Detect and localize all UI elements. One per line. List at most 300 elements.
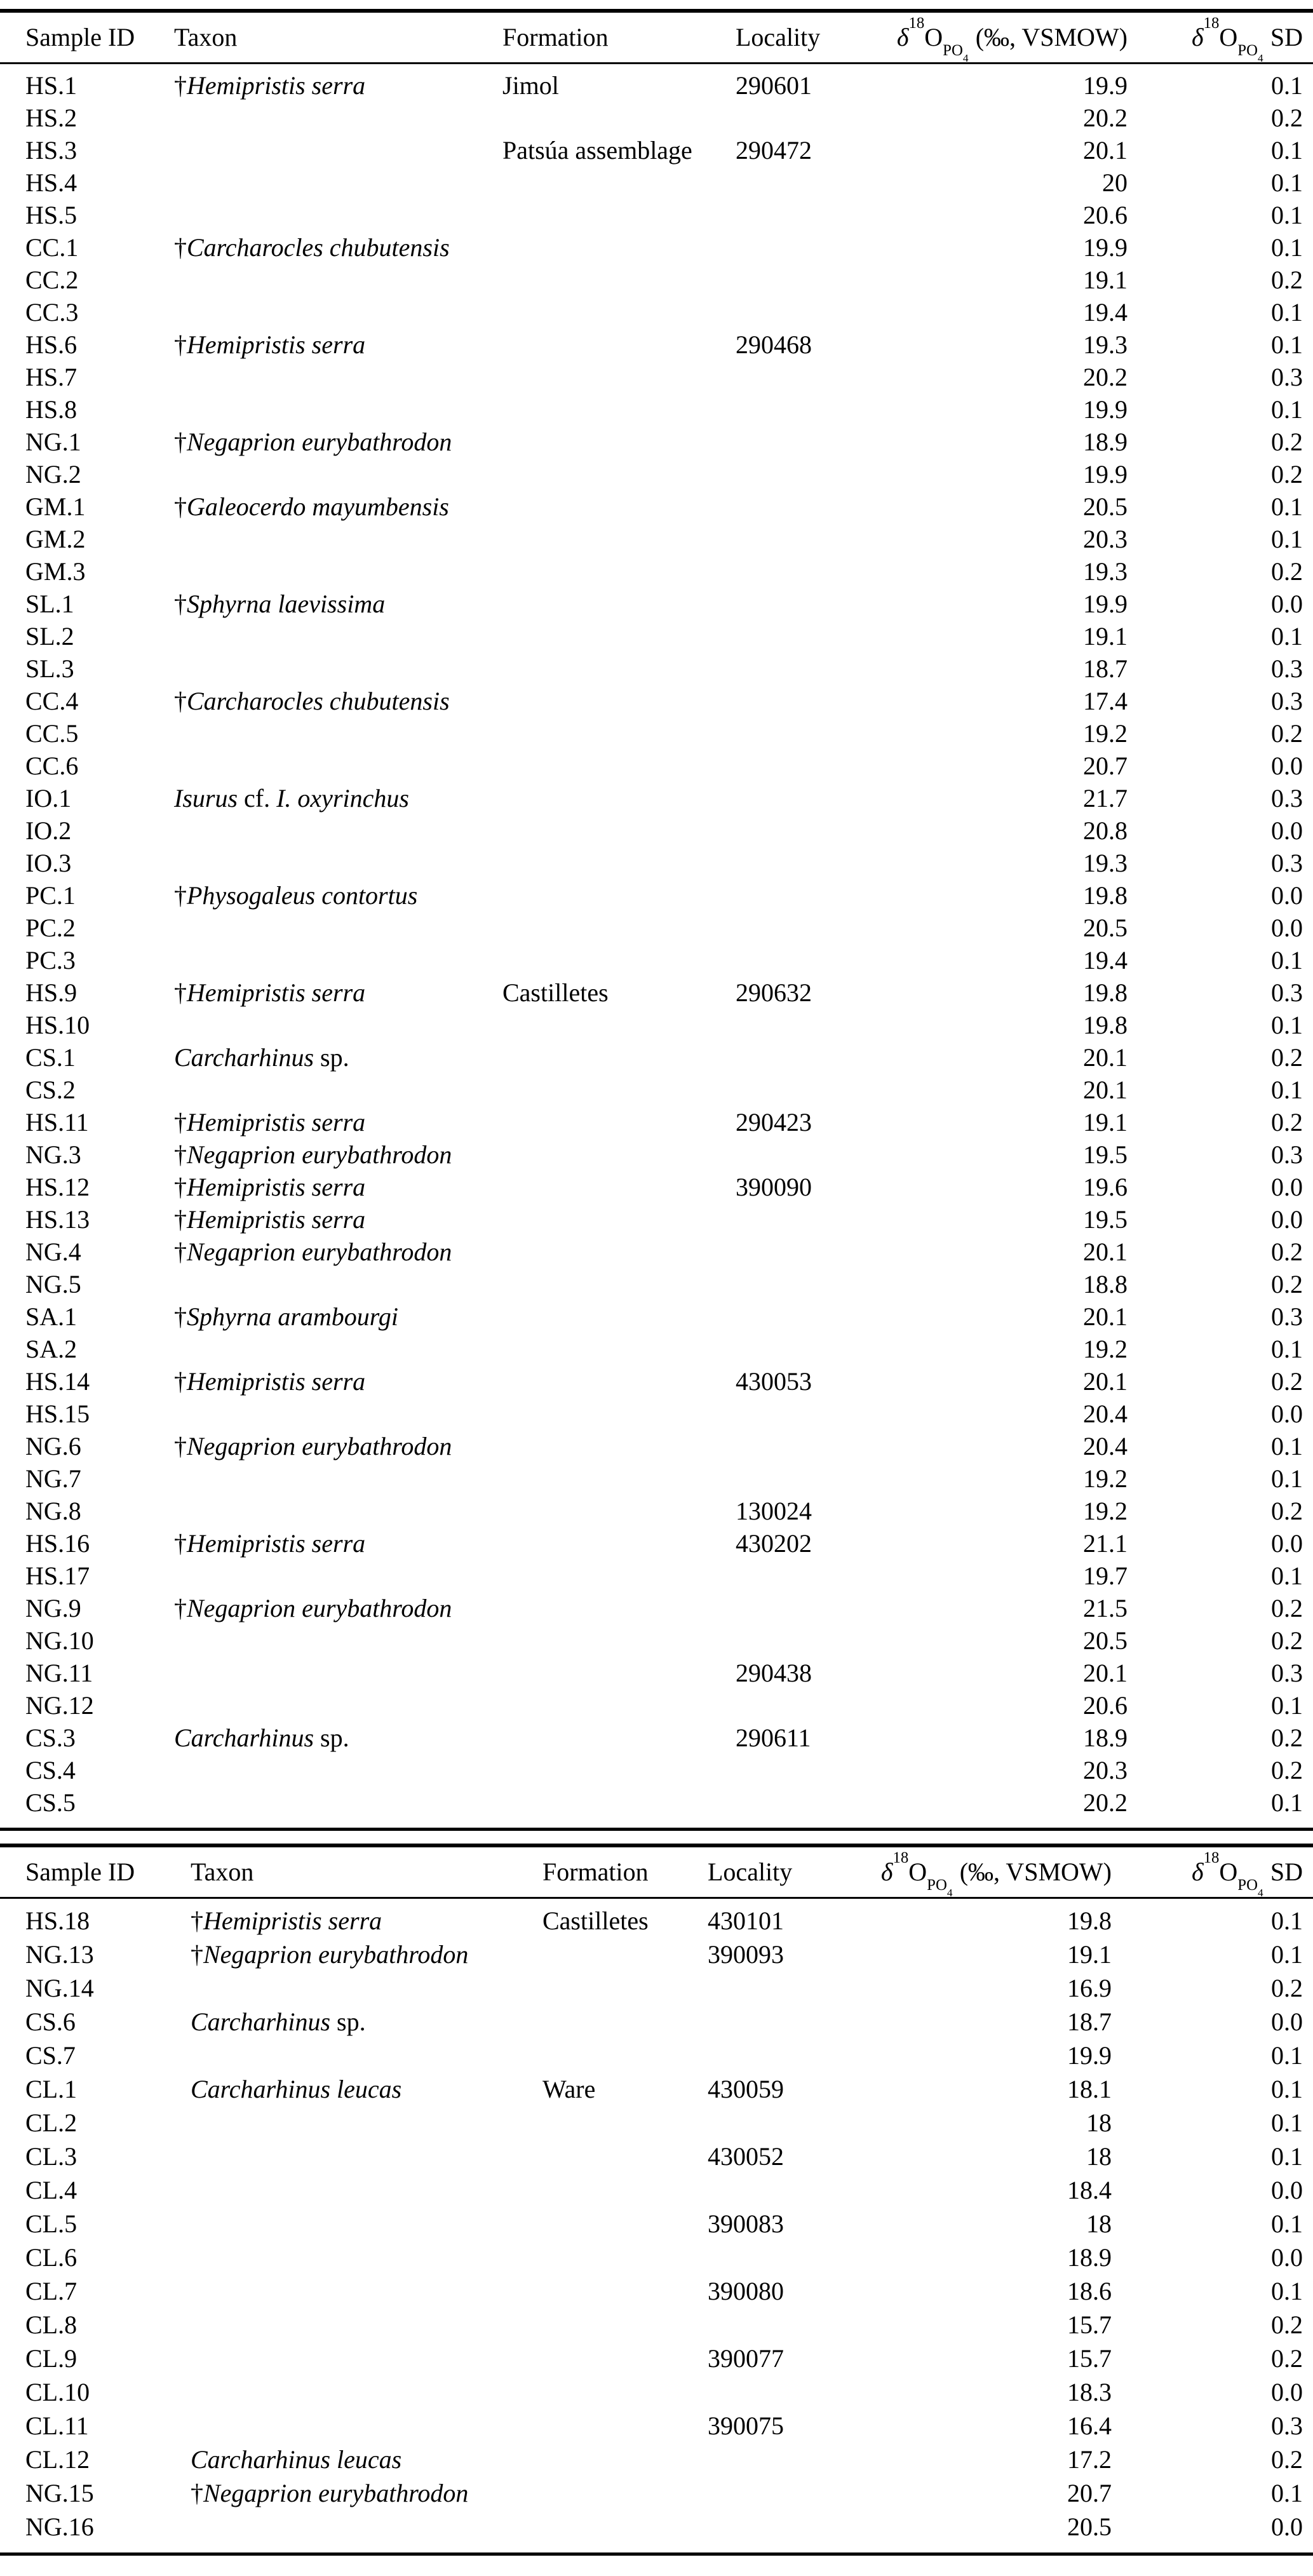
- cell-formation: [502, 1041, 736, 1074]
- extinct-dagger: †: [174, 1237, 187, 1266]
- cell-taxon: [174, 879, 502, 912]
- cell-sample-id: CC.6: [25, 752, 79, 780]
- cell-taxon: [174, 361, 502, 393]
- cell-taxon: [191, 2476, 542, 2510]
- cell-formation: [502, 264, 736, 296]
- cell-locality: 290601: [736, 71, 812, 100]
- cell-formation: [502, 1657, 736, 1689]
- cell-d18o-sd: 0.0: [1271, 1173, 1303, 1201]
- cell-formation: [502, 361, 736, 393]
- table-row: [0, 393, 1313, 426]
- cell-sample-id: CL.3: [25, 2142, 77, 2171]
- cell-taxon: [174, 1786, 502, 1830]
- cell-taxon: [191, 1971, 542, 2005]
- cell-d18o-value: 19.1: [1067, 1940, 1112, 1969]
- table-row: [0, 2241, 1313, 2274]
- cell-d18o-value: 19.2: [1083, 1335, 1128, 1363]
- cell-d18o-sd: 0.2: [1271, 1974, 1303, 2002]
- cell-d18o-sd: 0.2: [1271, 1367, 1303, 1396]
- cell-taxon: [174, 490, 502, 523]
- cell-d18o-sd: 0.3: [1271, 1140, 1303, 1169]
- col-header-sample-id: Sample ID: [0, 11, 174, 64]
- cell-sample-id: HS.4: [25, 168, 77, 197]
- cell-locality: [736, 847, 863, 879]
- cell-taxon: [174, 1171, 502, 1203]
- cell-d18o-sd: 0.0: [1271, 1205, 1303, 1234]
- cell-taxon: [191, 2241, 542, 2274]
- cell-taxon: [191, 2140, 542, 2173]
- cell-locality: [736, 1268, 863, 1300]
- cell-d18o-value: 20.1: [1083, 1659, 1128, 1687]
- table-row: [0, 2173, 1313, 2207]
- cell-sample-id: CC.3: [25, 298, 79, 327]
- cell-d18o-sd: 0.1: [1271, 2041, 1303, 2070]
- table-row: [0, 166, 1313, 199]
- cell-d18o-value: 21.5: [1083, 1594, 1128, 1622]
- cell-sample-id: PC.3: [25, 946, 76, 974]
- table-row: [0, 1722, 1313, 1754]
- cell-formation: [502, 1786, 736, 1830]
- cell-formation: [542, 2106, 708, 2140]
- extinct-dagger: †: [174, 1594, 187, 1622]
- cell-formation: [542, 2274, 708, 2308]
- table-row: [0, 1938, 1313, 1971]
- cell-taxon: [174, 1106, 502, 1138]
- cell-d18o-value: 19.9: [1083, 460, 1128, 489]
- taxon-name: Hemipristis serra: [187, 1108, 366, 1136]
- cell-d18o-value: 18.9: [1083, 428, 1128, 456]
- cell-taxon: [191, 2342, 542, 2375]
- cell-d18o-sd: 0.1: [1271, 2277, 1303, 2305]
- table-row: [0, 1268, 1313, 1300]
- cell-d18o-value: 20.6: [1083, 201, 1128, 229]
- extinct-dagger: †: [174, 687, 187, 715]
- cell-d18o-value: 20.1: [1083, 1076, 1128, 1104]
- table-row: [0, 1398, 1313, 1430]
- cell-locality: [736, 1333, 863, 1365]
- cell-d18o-value: 19.5: [1083, 1205, 1128, 1234]
- cell-locality: [736, 1041, 863, 1074]
- cell-locality: [708, 2005, 829, 2039]
- cell-sample-id: NG.10: [25, 1626, 94, 1655]
- cell-locality: [708, 2106, 829, 2140]
- col-header-formation: Formation: [542, 1845, 708, 1898]
- cell-sample-id: HS.1: [25, 71, 77, 100]
- cell-taxon: [174, 976, 502, 1009]
- cell-d18o-sd: 0.1: [1271, 525, 1303, 553]
- cell-taxon: [174, 1074, 502, 1106]
- cell-formation: [542, 2342, 708, 2375]
- cell-d18o-value: 19.6: [1083, 1173, 1128, 1201]
- cell-taxon: [191, 2173, 542, 2207]
- cell-sample-id: GM.2: [25, 525, 86, 553]
- cell-locality: [736, 879, 863, 912]
- cell-formation: Patsúa assemblage: [502, 136, 692, 165]
- table-row: [0, 2342, 1313, 2375]
- table-row: [0, 1171, 1313, 1203]
- cell-d18o-value: 19.2: [1083, 719, 1128, 748]
- cell-locality: 390093: [708, 1940, 784, 1969]
- table-row: [0, 1971, 1313, 2005]
- table-row: [0, 685, 1313, 717]
- extinct-dagger: †: [174, 1302, 187, 1331]
- cell-locality: 430059: [708, 2075, 784, 2103]
- cell-sample-id: HS.7: [25, 363, 77, 391]
- cell-formation: [502, 750, 736, 782]
- cell-locality: [736, 1398, 863, 1430]
- cell-sample-id: SL.1: [25, 590, 74, 618]
- cell-d18o-sd: 0.2: [1271, 104, 1303, 132]
- cell-sample-id: PC.1: [25, 881, 76, 910]
- cell-formation: [502, 523, 736, 555]
- cell-formation: [542, 2510, 708, 2554]
- cell-d18o-sd: 0.2: [1271, 2310, 1303, 2339]
- cell-taxon: [191, 2274, 542, 2308]
- cell-d18o-sd: 0.1: [1271, 1011, 1303, 1039]
- cell-formation: [502, 102, 736, 134]
- cell-taxon: [174, 1560, 502, 1592]
- cell-sample-id: CL.7: [25, 2277, 77, 2305]
- cell-sample-id: NG.6: [25, 1432, 81, 1460]
- cell-formation: [502, 1560, 736, 1592]
- cell-taxon: [174, 588, 502, 620]
- taxon-name: Hemipristis serra: [187, 1529, 366, 1558]
- cell-locality: [736, 1689, 863, 1722]
- cell-taxon: [174, 1009, 502, 1041]
- cell-d18o-value: 20.5: [1083, 1626, 1128, 1655]
- cell-locality: [736, 1074, 863, 1106]
- table-row: [0, 102, 1313, 134]
- cell-formation: [502, 1138, 736, 1171]
- cell-d18o-value: 20.5: [1083, 914, 1128, 942]
- cell-sample-id: CS.3: [25, 1723, 76, 1752]
- cell-locality: [736, 814, 863, 847]
- cell-formation: [542, 2308, 708, 2342]
- cell-sample-id: HS.9: [25, 978, 77, 1007]
- cell-d18o-value: 20.2: [1083, 363, 1128, 391]
- taxon-name: sp.: [314, 1723, 349, 1752]
- table-row: [0, 2409, 1313, 2443]
- cell-d18o-value: 19.4: [1083, 298, 1128, 327]
- cell-formation: [502, 717, 736, 750]
- cell-d18o-sd: 0.0: [1271, 816, 1303, 845]
- extinct-dagger: †: [174, 881, 187, 910]
- cell-locality: [736, 1009, 863, 1041]
- cell-d18o-value: 20.1: [1083, 1367, 1128, 1396]
- cell-d18o-sd: 0.1: [1271, 2075, 1303, 2103]
- cell-locality: [736, 750, 863, 782]
- cell-formation: [542, 2039, 708, 2072]
- cell-d18o-value: 19.1: [1083, 266, 1128, 294]
- cell-d18o-value: 19.2: [1083, 1497, 1128, 1525]
- cell-locality: [736, 1203, 863, 1236]
- cell-locality: 430053: [736, 1367, 812, 1396]
- taxon-name: Carcharocles chubutensis: [187, 233, 450, 262]
- table-row: [0, 1689, 1313, 1722]
- cell-d18o-value: 19.3: [1083, 849, 1128, 877]
- cell-locality: 290438: [736, 1659, 812, 1687]
- extinct-dagger: †: [174, 1173, 187, 1201]
- cell-locality: [708, 2510, 829, 2554]
- cell-d18o-sd: 0.3: [1271, 1659, 1303, 1687]
- cell-formation: [502, 555, 736, 588]
- taxon-name: Negaprion eurybathrodon: [187, 428, 452, 456]
- extinct-dagger: †: [174, 233, 187, 262]
- cell-taxon: [174, 1527, 502, 1560]
- cell-d18o-value: 19.9: [1083, 233, 1128, 262]
- table-row: [0, 264, 1313, 296]
- cell-sample-id: CC.5: [25, 719, 79, 748]
- d18o-label: $\delta^{18}O_{PO_4}(‰$, VSMOW): [880, 1849, 1112, 1899]
- cell-formation: [502, 490, 736, 523]
- table-row: [0, 523, 1313, 555]
- cell-sample-id: CL.8: [25, 2310, 77, 2339]
- table-row: [0, 750, 1313, 782]
- cell-taxon: [191, 2207, 542, 2241]
- cell-formation: [542, 2005, 708, 2039]
- cell-formation: [502, 1009, 736, 1041]
- cell-formation: [502, 944, 736, 976]
- cell-sample-id: SL.2: [25, 622, 74, 651]
- cell-d18o-sd: 0.1: [1271, 233, 1303, 262]
- cell-formation: [502, 199, 736, 231]
- cell-formation: [542, 2443, 708, 2476]
- cell-formation: [502, 328, 736, 361]
- taxon-name: Negaprion eurybathrodon: [187, 1237, 452, 1266]
- cell-locality: [736, 264, 863, 296]
- cell-formation: [502, 1106, 736, 1138]
- cell-sample-id: HS.11: [25, 1108, 89, 1136]
- cell-locality: 290468: [736, 330, 812, 359]
- cell-d18o-sd: 0.3: [1271, 849, 1303, 877]
- cell-formation: [502, 1333, 736, 1365]
- cell-locality: [736, 1754, 863, 1786]
- table-row: [0, 2443, 1313, 2476]
- cell-d18o-value: 19.8: [1083, 881, 1128, 910]
- cell-d18o-sd: 0.1: [1271, 2108, 1303, 2137]
- cell-sample-id: CL.1: [25, 2075, 77, 2103]
- cell-d18o-value: 19.9: [1083, 71, 1128, 100]
- cell-d18o-value: 20.3: [1083, 525, 1128, 553]
- cell-d18o-value: 20: [1102, 168, 1128, 197]
- extinct-dagger: †: [174, 1205, 187, 1234]
- cell-locality: 430202: [736, 1529, 812, 1558]
- cell-formation: [502, 1462, 736, 1495]
- cell-sample-id: CL.9: [25, 2344, 77, 2373]
- col-header-d18o-value: [829, 1845, 1118, 1898]
- cell-sample-id: SA.2: [25, 1335, 77, 1363]
- cell-d18o-sd: 0.2: [1271, 2445, 1303, 2474]
- cell-d18o-sd: 0.2: [1271, 1723, 1303, 1752]
- table-row: [0, 2274, 1313, 2308]
- cell-locality: [736, 717, 863, 750]
- cell-taxon: [174, 166, 502, 199]
- cell-sample-id: HS.13: [25, 1205, 90, 1234]
- cell-sample-id: IO.2: [25, 816, 72, 845]
- cell-sample-id: NG.14: [25, 1974, 94, 2002]
- cell-sample-id: NG.16: [25, 2512, 94, 2541]
- cell-formation: Castilletes: [502, 978, 609, 1007]
- cell-d18o-sd: 0.0: [1271, 2378, 1303, 2406]
- cell-sample-id: CC.4: [25, 687, 79, 715]
- taxon-name: sp.: [330, 2007, 366, 2036]
- cell-locality: [736, 231, 863, 264]
- table-row: [0, 2072, 1313, 2106]
- cell-d18o-value: 19.8: [1067, 1906, 1112, 1935]
- table-row: [0, 2510, 1313, 2554]
- cell-d18o-value: 15.7: [1067, 2344, 1112, 2373]
- col-header-d18o-value: [863, 11, 1134, 64]
- cell-formation: [502, 231, 736, 264]
- cell-d18o-value: 16.4: [1067, 2411, 1112, 2440]
- table-row: [0, 976, 1313, 1009]
- col-header-sample-id: Sample ID: [0, 1845, 191, 1898]
- taxon-name: Hemipristis serra: [187, 1367, 366, 1396]
- cell-locality: [708, 2308, 829, 2342]
- cell-sample-id: HS.18: [25, 1906, 90, 1935]
- cell-d18o-sd: 0.3: [1271, 363, 1303, 391]
- cell-sample-id: CS.2: [25, 1076, 76, 1104]
- cell-formation: [502, 588, 736, 620]
- cell-d18o-sd: 0.2: [1271, 1043, 1303, 1072]
- cell-d18o-value: 19.8: [1083, 1011, 1128, 1039]
- cell-formation: Ware: [542, 2075, 596, 2103]
- table-row: [0, 1754, 1313, 1786]
- cell-taxon: [174, 199, 502, 231]
- cell-taxon: [174, 1495, 502, 1527]
- cell-taxon: [191, 2072, 542, 2106]
- table-row: [0, 2005, 1313, 2039]
- document-page: [0, 9, 1313, 2556]
- cell-d18o-value: 17.2: [1067, 2445, 1112, 2474]
- cell-sample-id: NG.2: [25, 460, 81, 489]
- cell-d18o-value: 18.4: [1067, 2176, 1112, 2204]
- cell-locality: [708, 2241, 829, 2274]
- cell-locality: [736, 1592, 863, 1624]
- cell-sample-id: CL.12: [25, 2445, 90, 2474]
- cell-locality: [736, 782, 863, 814]
- cell-d18o-value: 18.9: [1067, 2243, 1112, 2272]
- table-row: [0, 64, 1313, 102]
- cell-sample-id: NG.15: [25, 2479, 94, 2507]
- cell-locality: [736, 1300, 863, 1333]
- cell-d18o-sd: 0.1: [1271, 2142, 1303, 2171]
- taxon-name: Physogaleus contortus: [187, 881, 418, 910]
- table-row: [0, 1300, 1313, 1333]
- cell-d18o-value: 20.1: [1083, 1043, 1128, 1072]
- cell-formation: [502, 1495, 736, 1527]
- cell-formation: [502, 879, 736, 912]
- cell-d18o-sd: 0.0: [1271, 1529, 1303, 1558]
- cell-taxon: [174, 1430, 502, 1462]
- cell-formation: [502, 912, 736, 944]
- cell-locality: [736, 1786, 863, 1830]
- cell-taxon: [174, 264, 502, 296]
- cell-d18o-sd: 0.0: [1271, 2007, 1303, 2036]
- cell-taxon: [174, 1657, 502, 1689]
- cell-d18o-sd: 0.1: [1271, 622, 1303, 651]
- cell-formation: [542, 1938, 708, 1971]
- cell-d18o-sd: 0.0: [1271, 2512, 1303, 2541]
- cell-d18o-sd: 0.1: [1271, 1691, 1303, 1720]
- cell-d18o-sd: 0.2: [1271, 266, 1303, 294]
- table-row: [0, 1560, 1313, 1592]
- cell-sample-id: HS.5: [25, 201, 77, 229]
- cell-taxon: [174, 328, 502, 361]
- isotope-table-lower: [0, 1844, 1313, 2556]
- isotope-table-upper: [0, 9, 1313, 1831]
- taxon-name: Sphyrna laevissima: [187, 590, 386, 618]
- cell-sample-id: NG.9: [25, 1594, 81, 1622]
- cell-formation: [542, 2409, 708, 2443]
- cell-sample-id: CC.1: [25, 233, 79, 262]
- cell-d18o-sd: 0.2: [1271, 1626, 1303, 1655]
- cell-d18o-value: 18: [1086, 2209, 1112, 2238]
- cell-taxon: [174, 1333, 502, 1365]
- cell-taxon: [191, 1938, 542, 1971]
- cell-locality: [736, 1560, 863, 1592]
- cell-sample-id: HS.14: [25, 1367, 90, 1396]
- cell-d18o-value: 18.3: [1067, 2378, 1112, 2406]
- cell-taxon: [174, 620, 502, 652]
- table-body-upper: [0, 64, 1313, 1830]
- cell-sample-id: CS.7: [25, 2041, 76, 2070]
- cell-sample-id: HS.2: [25, 104, 77, 132]
- col-header-d18o-sd: [1134, 11, 1313, 64]
- cell-d18o-sd: 0.0: [1271, 2176, 1303, 2204]
- cell-taxon: [174, 782, 502, 814]
- cell-taxon: [174, 1300, 502, 1333]
- taxon-name: Carcharocles chubutensis: [187, 687, 450, 715]
- table-row: [0, 1074, 1313, 1106]
- cell-d18o-sd: 0.1: [1271, 1906, 1303, 1935]
- table-row: [0, 328, 1313, 361]
- cell-taxon: [174, 717, 502, 750]
- table-row: [0, 1138, 1313, 1171]
- col-header-taxon: Taxon: [191, 1845, 542, 1898]
- cell-d18o-value: 20.5: [1067, 2512, 1112, 2541]
- cell-d18o-value: 19.5: [1083, 1140, 1128, 1169]
- cell-sample-id: HS.6: [25, 330, 77, 359]
- cell-taxon: [174, 944, 502, 976]
- cell-d18o-sd: 0.1: [1271, 1076, 1303, 1104]
- cell-sample-id: HS.15: [25, 1399, 90, 1428]
- cell-taxon: [174, 652, 502, 685]
- cell-sample-id: NG.5: [25, 1270, 81, 1298]
- cell-formation: [542, 1971, 708, 2005]
- cell-taxon: [174, 847, 502, 879]
- taxon-name: Negaprion eurybathrodon: [203, 2479, 469, 2507]
- cell-d18o-sd: 0.1: [1271, 298, 1303, 327]
- taxon-name: Negaprion eurybathrodon: [187, 1140, 452, 1169]
- table-row: [0, 717, 1313, 750]
- cell-taxon: [174, 523, 502, 555]
- cell-taxon: [174, 1236, 502, 1268]
- cell-formation: [502, 1171, 736, 1203]
- extinct-dagger: †: [174, 590, 187, 618]
- table-row: [0, 847, 1313, 879]
- sd-text: SD: [1270, 1858, 1303, 1886]
- extinct-dagger: †: [174, 1529, 187, 1558]
- taxon-name: Hemipristis serra: [187, 978, 366, 1007]
- cell-taxon: [174, 1138, 502, 1171]
- cell-taxon: [174, 393, 502, 426]
- table-row: [0, 2207, 1313, 2241]
- cell-d18o-sd: 0.1: [1271, 492, 1303, 521]
- cell-taxon: [174, 1754, 502, 1786]
- extinct-dagger: †: [191, 2479, 203, 2507]
- col-header-locality: Locality: [736, 11, 863, 64]
